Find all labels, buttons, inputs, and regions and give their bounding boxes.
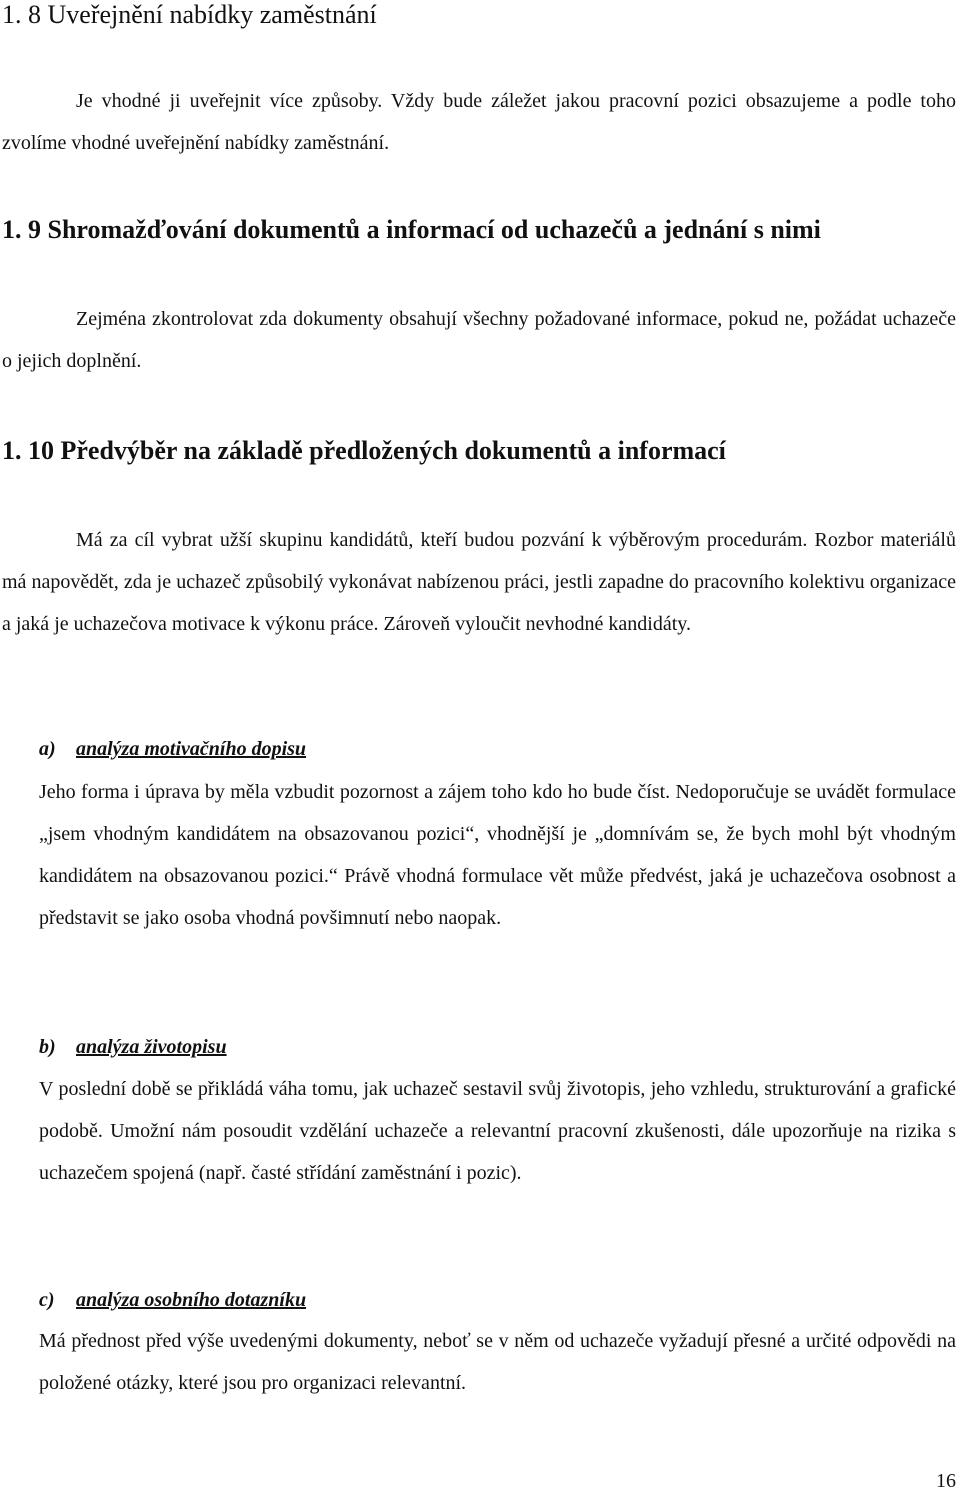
section-1-10-paragraph: Má za cíl vybrat užší skupinu kandidátů, kteří budou pozvání k výběrovým procedurám. Rozbor materiálů má napovědět, zda je uchazeč způsobilý vykonávat nabízenou práci, jestli zapadne do pracovního kolektivu organizace a jaká je uchazečova motivace k výkonu práce. Zároveň vyloučit nevhodné kandidáty. (2, 529, 956, 635)
section-1-9-paragraph: Zejména zkontrolovat zda dokumenty obsahují všechny požadované informace, pokud ne, požádat uchazeče o jejich doplnění. (2, 308, 956, 372)
subsection-letter: a) (39, 738, 56, 760)
page-number: 16 (936, 1470, 956, 1492)
subsection-letter: c) (39, 1289, 55, 1311)
subsection-heading-c (39, 1287, 306, 1313)
subsection-heading-b (39, 1034, 227, 1060)
subsection-title: analýza životopisu (76, 1036, 227, 1058)
section-1-8-paragraph: Je vhodné ji uveřejnit více způsoby. Vždy bude záležet jakou pracovní pozici obsazujeme a podle toho zvolíme vhodné uveřejnění nabídky zaměstnání. (2, 90, 956, 154)
subsection-a-text: Jeho forma i úprava by měla vzbudit pozornost a zájem toho kdo ho bude číst. Nedoporučuje se uvádět formulace „jsem vhodným kandidátem na obsazovanou pozici“, vhodnější je „domnívám se, že bych mohl být vhodným kandidátem na obsazovanou pozici.“ Právě vhodná formulace vět může předvést, jaká je uchazečova osobnost a představit se jako osoba vhodná povšimnutí nebo naopak. (39, 781, 956, 929)
subsection-b-text: V poslední době se přikládá váha tomu, jak uchazeč sestavil svůj životopis, jeho vzhledu, strukturování a grafické podobě. Umožní nám posoudit vzdělání uchazeče a relevantní pracovní zkušenosti, dále upozorňuje na rizika s uchazečem spojená (např. časté střídání zaměstnání i pozic). (39, 1078, 956, 1184)
section-heading-1-9: 1. 9 Shromažďování dokumentů a informací od uchazečů a jednání s nimi (2, 215, 821, 244)
subsection-title: analýza motivačního dopisu (76, 738, 307, 760)
subsection-heading-a (39, 736, 306, 762)
subsection-title: analýza osobního dotazníku (76, 1289, 307, 1311)
subsection-c-text: Má přednost před výše uvedenými dokumenty, neboť se v něm od uchazeče vyžadují přesné a určité odpovědi na položené otázky, které jsou pro organizaci relevantní. (39, 1330, 956, 1394)
section-heading-1-8: 1. 8 Uveřejnění nabídky zaměstnání (2, 0, 377, 29)
section-heading-1-10: 1. 10 Předvýběr na základě předložených dokumentů a informací (2, 436, 726, 465)
subsection-letter: b) (39, 1036, 56, 1058)
